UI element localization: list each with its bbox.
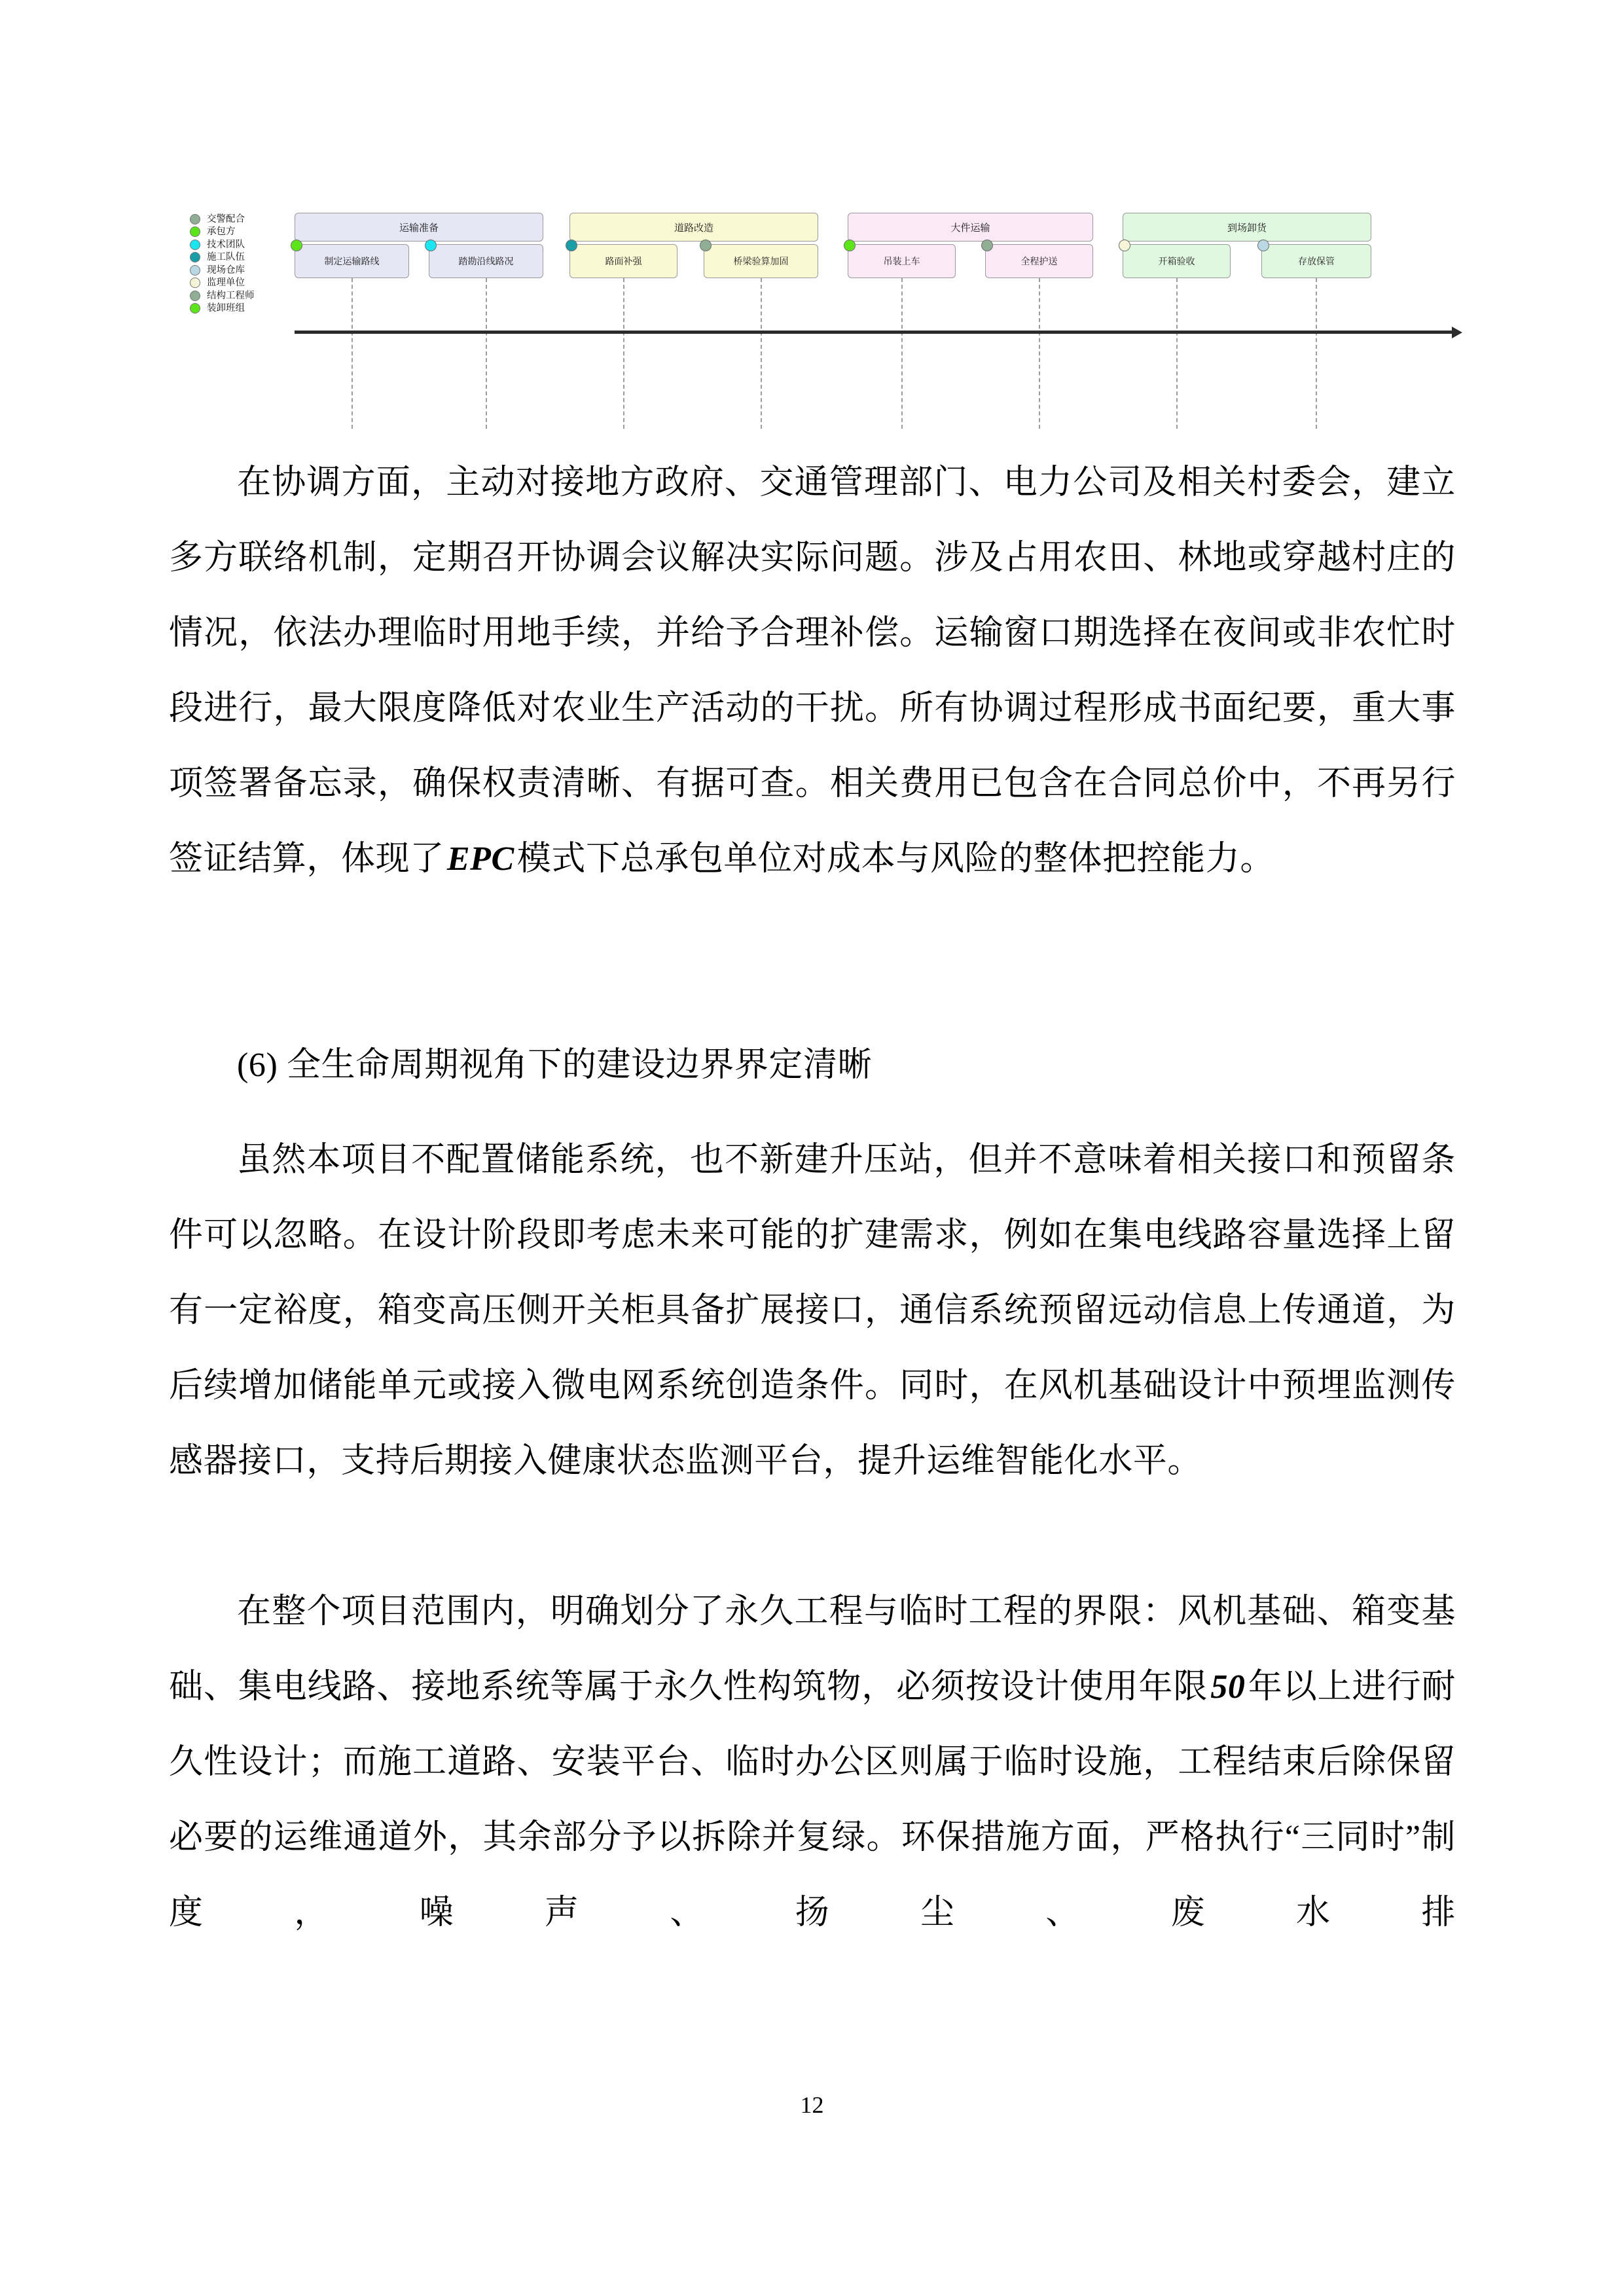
flow-group-header: 大件运输: [848, 213, 1093, 242]
flow-task: [1261, 244, 1371, 278]
term-design-life-years: 50: [1210, 1668, 1246, 1706]
flow-group-header: 到场卸货: [1123, 213, 1371, 242]
task-role-dot-icon: [1119, 240, 1130, 251]
paragraph-lifecycle: [169, 1122, 1456, 1499]
legend-color-swatch: [190, 278, 200, 288]
paragraph-segment-a: 在整个项目范围内，明确划分了永久工程与临时工程的界限：风机基础、箱变基础、集电线路、接地系统等属于永久性构筑物，必须按设计使用年限: [169, 1593, 1456, 1706]
flow-task: [848, 244, 956, 278]
legend-color-swatch: [190, 303, 200, 314]
flow-task: [704, 244, 818, 278]
task-dropline: [901, 278, 903, 429]
legend-item: [190, 226, 288, 239]
paragraph-segment-b: 模式下总承包单位对成本与风险的整体把控能力。: [516, 840, 1274, 878]
task-role-dot-icon: [844, 240, 856, 251]
task-role-dot-icon: [1257, 240, 1269, 251]
legend-label: 交警配合: [207, 213, 245, 224]
task-dropline: [1316, 278, 1317, 429]
flow-task: [985, 244, 1093, 278]
legend-item: [190, 213, 288, 226]
legend-item: [190, 251, 288, 264]
legend-label: 施工队伍: [207, 252, 245, 262]
legend-label: 承包方: [207, 226, 236, 237]
paragraph-segment-b: 年以上进行耐久性设计；而施工道路、安装平台、临时办公区则属于临时设施，工程结束后除保留必要的运维通道外，其余部分予以拆除并复绿。环保措施方面，严格执行“三同时”制度，噪声、扬尘、废水排: [169, 1668, 1456, 1931]
legend-item: [190, 302, 288, 315]
paragraph-segment-a: 在协调方面，主动对接地方政府、交通管理部门、电力公司及相关村委会，建立多方联络机制，定期召开协调会议解决实际问题。涉及占用农田、林地或穿越村庄的情况，依法办理临时用地手续，并给予合理补偿。运输窗口期选择在夜间或非农忙时段进行，最大限度降低对农业生产活动的干扰。所有协调过程形成书面纪要，重大事项签署备忘录，确保权责清晰、有据可查。相关费用已包含在合同总价中，不再另行签证结算，体现了: [169, 464, 1456, 878]
flow-task-label: 吊装上车: [883, 256, 920, 266]
paragraph-coordination: [169, 445, 1456, 897]
task-role-dot-icon: [566, 240, 577, 251]
legend-color-swatch: [190, 226, 200, 237]
flow-task: [429, 244, 543, 278]
flow-task: [569, 244, 677, 278]
section-heading-6: (6) 全生命周期视角下的建设边界界定清晰: [237, 1047, 873, 1084]
legend-color-swatch: [190, 265, 200, 276]
legend-color-swatch: [190, 214, 200, 224]
flow-task-label: 路面补强: [605, 256, 642, 266]
page-number: 12: [800, 2092, 824, 2118]
legend-item: [190, 289, 288, 302]
paragraph-boundary: [169, 1574, 1456, 1950]
flow-task: [295, 244, 409, 278]
task-role-dot-icon: [291, 240, 302, 251]
paragraph-text: 虽然本项目不配置储能系统，也不新建升压站，但并不意味着相关接口和预留条件可以忽略。在设计阶段即考虑未来可能的扩建需求，例如在集电线路容量选择上留有一定裕度，箱变高压侧开关柜具备扩展接口，通信系统预留远动信息上传通道，为后续增加储能单元或接入微电网系统创造条件。同时，在风机基础设计中预埋监测传感器接口，支持后期接入健康状态监测平台，提升运维智能化水平。: [169, 1141, 1456, 1480]
legend-label: 现场仓库: [207, 264, 245, 276]
legend-item: [190, 277, 288, 290]
term-epc: EPC: [446, 840, 514, 878]
task-dropline: [623, 278, 624, 429]
task-dropline: [486, 278, 487, 429]
legend-color-swatch: [190, 252, 200, 262]
paragraph-text: [169, 445, 1456, 897]
legend-item: [190, 238, 288, 251]
flow-task-label: 存放保管: [1298, 256, 1335, 266]
flow-task-label: 制定运输路线: [324, 256, 380, 266]
flow-task-label: 桥梁验算加固: [733, 256, 789, 266]
timeline-axis-line: [295, 331, 1453, 334]
task-dropline: [1176, 278, 1178, 429]
flow-task-label: 开箱验收: [1158, 256, 1195, 266]
flow-task-label: 全程护送: [1020, 256, 1058, 266]
legend-color-swatch: [190, 291, 200, 301]
figure-lanes: [295, 213, 1453, 429]
timeline-arrow-icon: [1452, 327, 1462, 338]
paragraph-text: [169, 1574, 1456, 1950]
flow-group-header: 道路改造: [569, 213, 818, 242]
legend-label: 装卸班组: [207, 303, 245, 314]
legend-item: [190, 264, 288, 277]
task-role-dot-icon: [981, 240, 993, 251]
task-dropline: [352, 278, 353, 429]
legend-label: 技术团队: [207, 239, 245, 250]
task-role-dot-icon: [700, 240, 712, 251]
legend-color-swatch: [190, 240, 200, 250]
flow-task: [1123, 244, 1231, 278]
flow-task-label: 踏勘沿线路况: [458, 256, 514, 266]
figure-legend: [190, 213, 288, 315]
flow-group-header: 运输准备: [295, 213, 543, 242]
task-role-dot-icon: [425, 240, 437, 251]
legend-label: 监理单位: [207, 278, 245, 288]
transport-flow-figure: [190, 213, 1453, 429]
task-dropline: [761, 278, 762, 429]
legend-label: 结构工程师: [207, 290, 255, 301]
task-dropline: [1039, 278, 1040, 429]
timeline-axis: [295, 331, 1453, 334]
